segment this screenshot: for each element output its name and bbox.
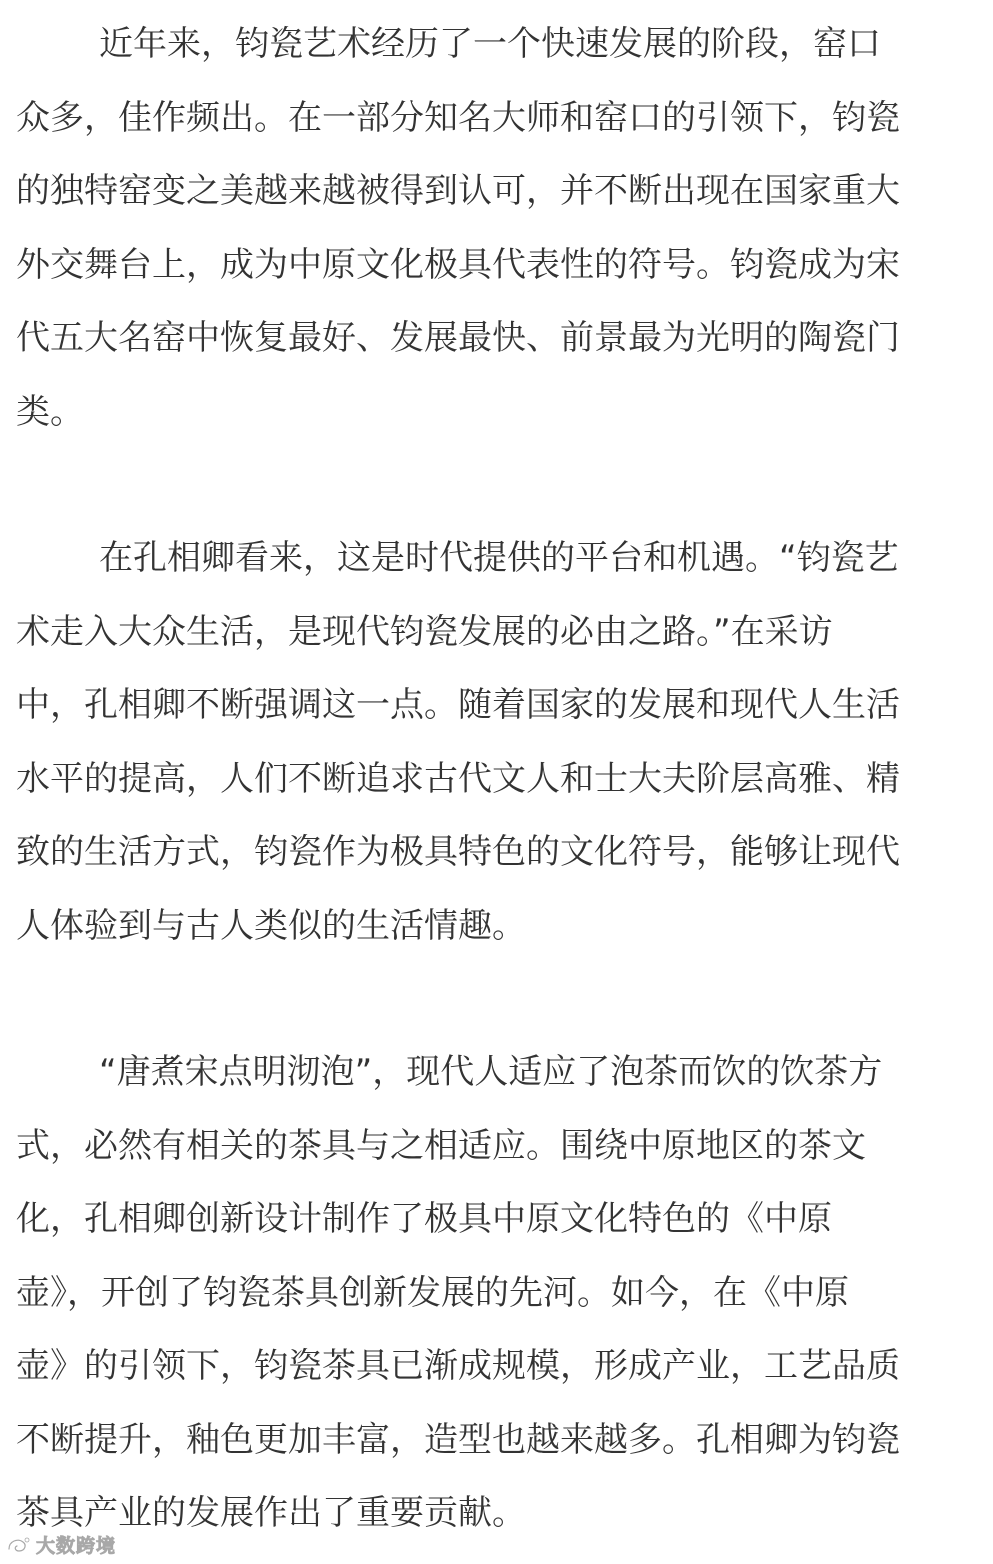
- paragraph-1-line-3: 的独特窑变之美越来越被得到认可，并不断出现在国家重大: [16, 171, 900, 211]
- paragraph-2-line-3: 中，孔相卿不断强调这一点。随着国家的发展和现代人生活: [16, 685, 900, 725]
- paragraph-3: [16, 1036, 976, 1551]
- paragraph-2-line-5: 致的生活方式，钧瓷作为极具特色的文化符号，能够让现代: [16, 832, 900, 872]
- paragraph-2-line-4: 水平的提高，人们不断追求古代文人和士大夫阶层高雅、精: [16, 758, 900, 799]
- paragraph-1-line-2: 众多，佳作频出。在一部分知名大师和窑口的引领下，钧瓷: [16, 97, 900, 138]
- paragraph-3-line-7: 茶具产业的发展作出了重要贡献。: [16, 1493, 526, 1533]
- paragraph-1-line-4: 外交舞台上，成为中原文化极具代表性的符号。钧瓷成为宋: [16, 244, 900, 285]
- paragraph-2-line-2: 术走入大众生活，是现代钧瓷发展的必由之路。”在采访: [16, 611, 833, 652]
- paragraph-1: [16, 8, 976, 449]
- watermark-logo-icon: [6, 1535, 32, 1555]
- paragraph-1-line-1: 近年来，钧瓷艺术经历了一个快速发展的阶段，窑口: [99, 24, 881, 64]
- paragraph-3-line-2: 式，必然有相关的茶具与之相适应。围绕中原地区的茶文: [16, 1125, 866, 1166]
- watermark-text: 大数跨境: [36, 1535, 117, 1557]
- paragraph-2: [16, 522, 976, 963]
- watermark: [6, 1531, 116, 1558]
- paragraph-3-line-6: 不断提升，釉色更加丰富，造型也越来越多。孔相卿为钧瓷: [16, 1419, 900, 1460]
- paragraph-1-line-5: 代五大名窑中恢复最好、发展最快、前景最为光明的陶瓷门: [16, 318, 900, 358]
- paragraph-1-line-6: 类。: [16, 391, 84, 432]
- paragraph-2-line-6: 人体验到与古人类似的生活情趣。: [16, 905, 526, 946]
- paragraph-3-line-3: 化，孔相卿创新设计制作了极具中原文化特色的《中原: [16, 1199, 832, 1239]
- paragraph-3-line-1: “唐煮宋点明沏泡”，现代人适应了泡茶而饮的饮茶方: [99, 1052, 883, 1092]
- paragraph-3-line-5: 壶》的引领下，钧瓷茶具已渐成规模，形成产业，工艺品质: [16, 1346, 900, 1386]
- paragraph-2-line-1: 在孔相卿看来，这是时代提供的平台和机遇。“钧瓷艺: [99, 538, 899, 578]
- paragraph-3-line-4: 壶》，开创了钧瓷茶具创新发展的先河。如今，在《中原: [16, 1272, 849, 1313]
